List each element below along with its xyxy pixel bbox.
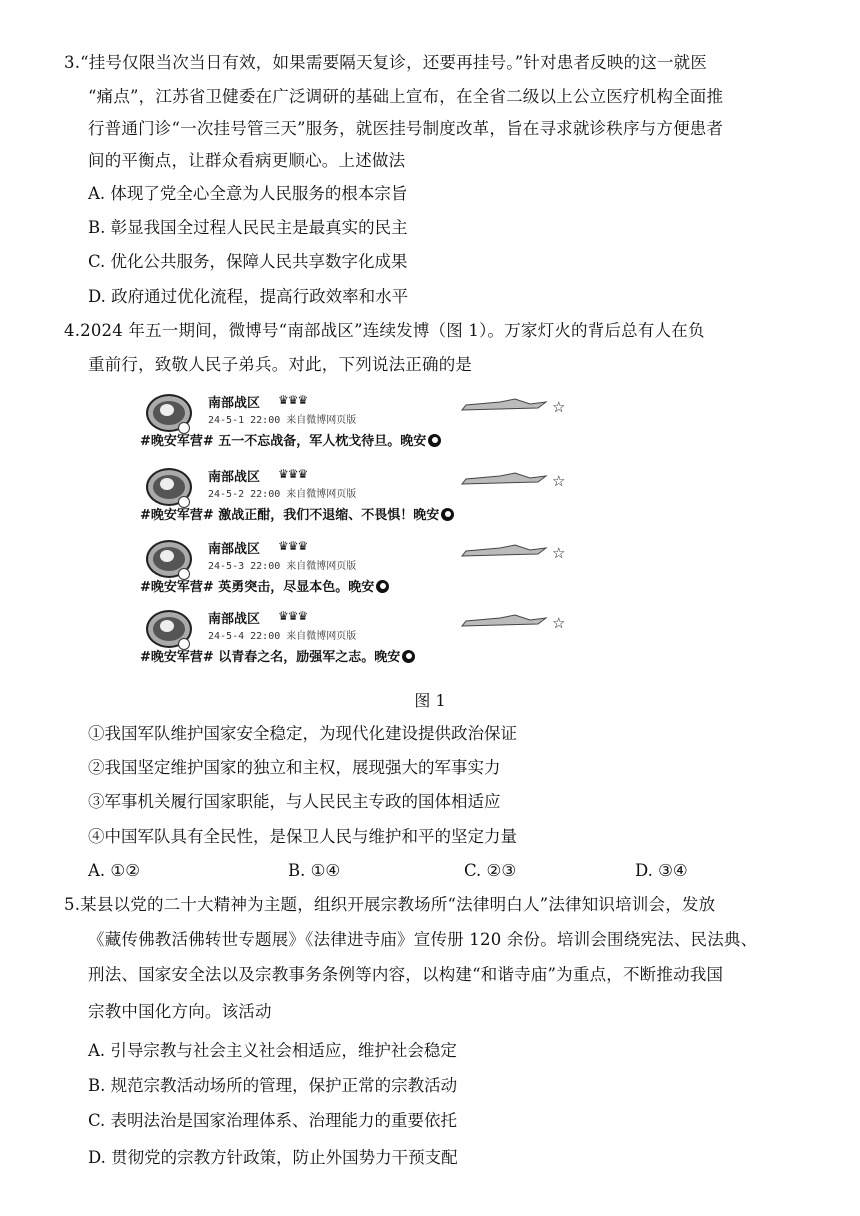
q5-stem-line: 刑法、国家安全法以及宗教事务条例等内容，以构建“和谐寺庙”为重点，不断推动我国 (88, 965, 724, 984)
post-text: #晚安军营# 以青春之名，励强军之志。晚安 (140, 646, 415, 665)
weibo-post (140, 602, 580, 666)
weibo-post (140, 386, 580, 450)
q3-stem-line: 行普通门诊“一次挂号管三天”服务，就医挂号制度改革，旨在寻求就诊秩序与方便患者 (88, 119, 724, 138)
warship-icon (460, 610, 550, 632)
q3-option-d: D. 政府通过优化流程，提高行政效率和水平 (88, 287, 409, 306)
favorite-star-icon: ☆ (552, 544, 566, 562)
warship-icon (460, 394, 550, 416)
post-text: #晚安军营# 英勇突击，尽显本色。晚安 (140, 576, 389, 595)
weibo-post (140, 460, 580, 524)
q5-stem-line: 宗教中国化方向。该活动 (88, 1002, 272, 1021)
q4-statement-3: ③军事机关履行国家职能，与人民民主专政的国体相适应 (88, 792, 501, 811)
q4-stem-line: 重前行，致敬人民子弟兵。对此，下列说法正确的是 (88, 355, 473, 374)
q5-option-d: D. 贯彻党的宗教方针政策，防止外国势力干预支配 (88, 1148, 458, 1167)
q4-option-a: A. ①② (88, 861, 140, 880)
moon-emoji-icon (376, 580, 389, 593)
vip-badge-icon: ♛♛♛ (278, 609, 308, 623)
q4-option-b: B. ①④ (288, 861, 341, 880)
q3-option-c: C. 优化公共服务，保障人民共享数字化成果 (88, 252, 408, 271)
q4-statement-1: ①我国军队维护国家安全稳定，为现代化建设提供政治保证 (88, 724, 517, 743)
post-text: #晚安军营# 激战正酣，我们不退缩、不畏惧！晚安 (140, 504, 454, 523)
post-meta: 24-5-1 22:00 来自微博网页版 (208, 415, 357, 426)
vip-badge-icon: ♛♛♛ (278, 467, 308, 481)
q4-stem-line: 4.2024 年五一期间，微博号“南部战区”连续发博（图 1）。万家灯火的背后总有人在负 (64, 321, 705, 340)
q4-option-d: D. ③④ (635, 861, 688, 880)
q5-option-a: A. 引导宗教与社会主义社会相适应，维护社会稳定 (88, 1041, 457, 1060)
figure-caption: 图 1 (414, 691, 446, 710)
q3-option-b: B. 彰显我国全过程人民民主是最真实的民主 (88, 218, 408, 237)
post-meta: 24-5-2 22:00 来自微博网页版 (208, 489, 357, 500)
post-meta: 24-5-3 22:00 来自微博网页版 (208, 561, 357, 572)
q3-stem-line: “痛点”，江苏省卫健委在广泛调研的基础上宣布，在全省二级以上公立医疗机构全面推 (88, 87, 724, 106)
favorite-star-icon: ☆ (552, 398, 566, 416)
q5-option-b: B. 规范宗教活动场所的管理，保护正常的宗教活动 (88, 1076, 458, 1095)
q4-statement-4: ④中国军队具有全民性，是保卫人民与维护和平的坚定力量 (88, 827, 517, 846)
q4-option-c: C. ②③ (464, 861, 517, 880)
q5-stem-line: 《藏传佛教活佛转世专题展》《法律进寺庙》宣传册 120 余份。培训会围绕宪法、民法典、 (88, 930, 758, 949)
post-meta: 24-5-4 22:00 来自微博网页版 (208, 631, 357, 642)
warship-icon (460, 540, 550, 562)
moon-emoji-icon (402, 650, 415, 663)
post-text: #晚安军营# 五一不忘战备，军人枕戈待旦。晚安 (140, 430, 441, 449)
vip-badge-icon: ♛♛♛ (278, 539, 308, 553)
moon-emoji-icon (441, 508, 454, 521)
vip-badge-icon: ♛♛♛ (278, 393, 308, 407)
post-username: 南部战区 (208, 612, 261, 627)
favorite-star-icon: ☆ (552, 614, 566, 632)
q3-stem-line: 3.“挂号仅限当次当日有效，如果需要隔天复诊，还要再挂号。”针对患者反映的这一就医 (64, 53, 708, 72)
q3-option-a: A. 体现了党全心全意为人民服务的根本宗旨 (88, 184, 408, 203)
q4-statement-2: ②我国坚定维护国家的独立和主权，展现强大的军事实力 (88, 758, 501, 777)
q5-stem-line: 5.某县以党的二十大精神为主题，组织开展宗教场所“法律明白人”法律知识培训会，发放 (64, 895, 716, 914)
q5-option-c: C. 表明法治是国家治理体系、治理能力的重要依托 (88, 1111, 458, 1130)
q3-stem-line: 间的平衡点，让群众看病更顺心。上述做法 (88, 151, 406, 170)
favorite-star-icon: ☆ (552, 472, 566, 490)
weibo-posts-figure (140, 386, 580, 676)
post-username: 南部战区 (208, 470, 261, 485)
warship-icon (460, 468, 550, 490)
post-username: 南部战区 (208, 396, 261, 411)
moon-emoji-icon (428, 434, 441, 447)
weibo-post (140, 532, 580, 596)
post-username: 南部战区 (208, 542, 261, 557)
